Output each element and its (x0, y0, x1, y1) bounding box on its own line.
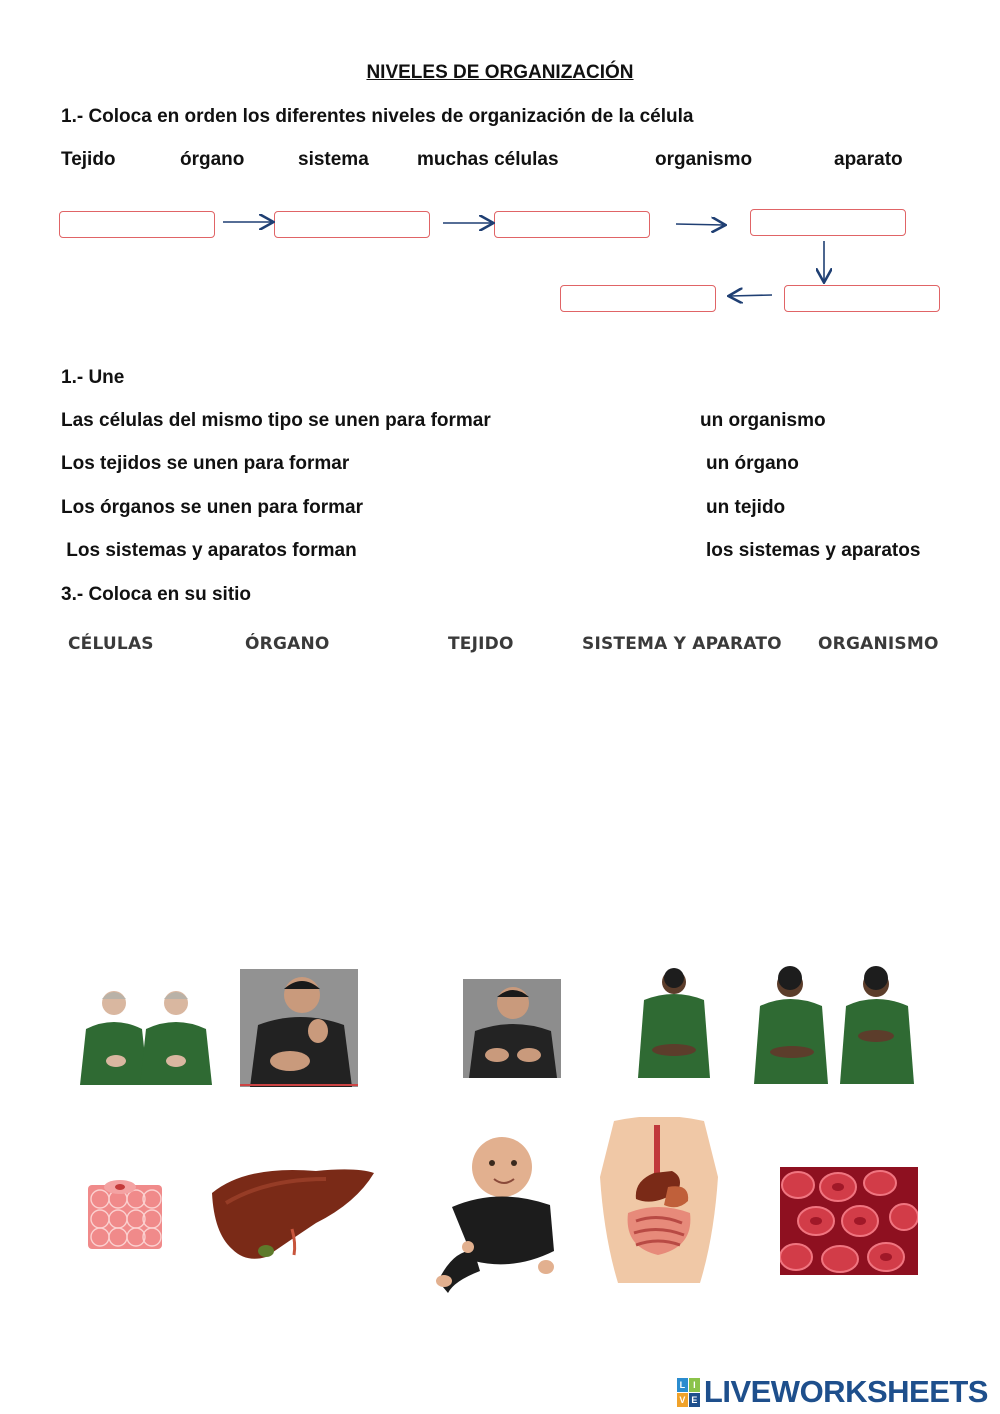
logo-mark-i: I (689, 1378, 700, 1392)
flow-arrows (0, 0, 1000, 330)
logo-mark-l: L (677, 1378, 688, 1392)
liver-image[interactable] (206, 1163, 378, 1263)
label-organismo: ORGANISMO (818, 634, 939, 654)
logo-mark-v: V (677, 1393, 688, 1407)
sign-sistema-image[interactable] (636, 966, 712, 1078)
sign-tejido-image[interactable] (463, 979, 561, 1078)
match-left-2[interactable]: Los tejidos se unen para formar (61, 453, 350, 474)
blood-cells-image[interactable] (780, 1167, 918, 1275)
match-right-4[interactable]: los sistemas y aparatos (706, 540, 921, 561)
word-tejido[interactable]: Tejido (61, 149, 116, 170)
match-right-2[interactable]: un órgano (706, 453, 799, 474)
page-title: NIVELES DE ORGANIZACIÓN (366, 62, 634, 83)
word-muchas-celulas[interactable]: muchas células (417, 149, 559, 170)
sign-celulas-image[interactable] (72, 985, 214, 1085)
logo-text: LIVEWORKSHEETS (703, 1374, 988, 1409)
word-aparato[interactable]: aparato (834, 149, 903, 170)
logo-mark-icon (677, 1378, 700, 1407)
match-left-3[interactable]: Los órganos se unen para formar (61, 497, 363, 518)
arrow-5-6 (730, 295, 772, 296)
label-tejido: TEJIDO (448, 634, 514, 654)
q1-prompt: 1.- Coloca en orden los diferentes niveles de organización de la célula (61, 106, 694, 127)
tissue-image[interactable] (86, 1175, 164, 1251)
sign-organismo-image[interactable] (752, 966, 916, 1084)
match-right-1[interactable]: un organismo (700, 410, 826, 431)
label-sistema-aparato: SISTEMA Y APARATO (582, 634, 782, 654)
label-celulas: CÉLULAS (68, 634, 154, 654)
digestive-system-image[interactable] (594, 1117, 724, 1283)
match-right-3[interactable]: un tejido (706, 497, 786, 518)
q2-prompt: 1.- Une (61, 367, 125, 388)
q3-prompt: 3.- Coloca en su sitio (61, 584, 252, 605)
sign-organo-image[interactable] (240, 969, 358, 1087)
baby-image[interactable] (434, 1131, 562, 1295)
word-sistema[interactable]: sistema (298, 149, 369, 170)
arrow-3-4 (676, 224, 724, 225)
label-organo: ÓRGANO (245, 634, 330, 654)
word-organo[interactable]: órgano (180, 149, 245, 170)
match-left-4[interactable]: Los sistemas y aparatos forman (61, 540, 357, 561)
word-organismo[interactable]: organismo (655, 149, 753, 170)
liveworksheets-logo (677, 1374, 988, 1410)
logo-mark-e: E (689, 1393, 700, 1407)
match-left-1[interactable]: Las células del mismo tipo se unen para formar (61, 410, 491, 431)
